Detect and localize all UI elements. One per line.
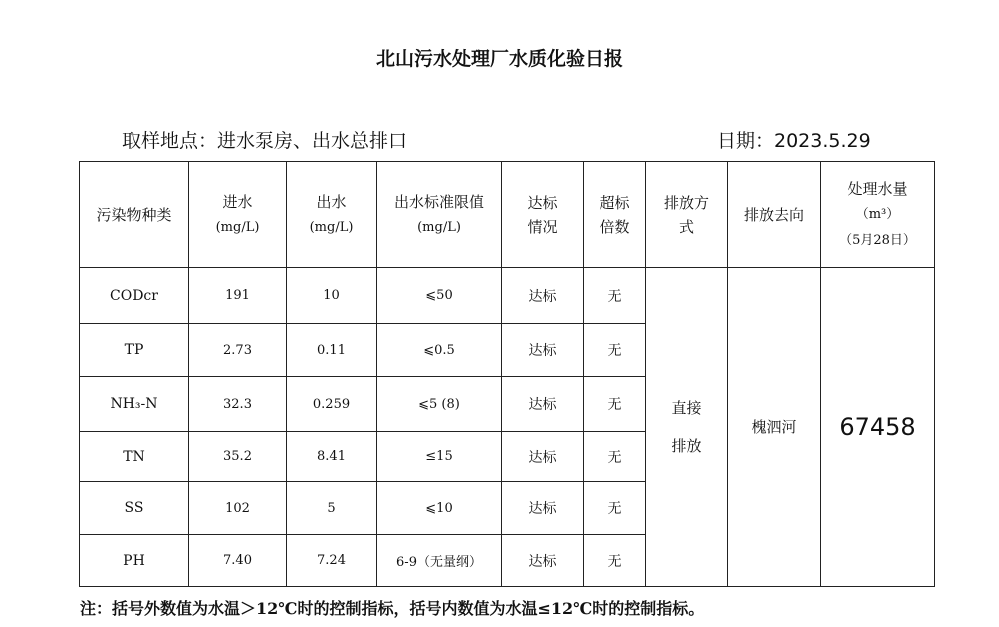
limit-cell: ⩽0.5: [377, 324, 502, 377]
discharge-destination-cell: 槐泗河: [728, 268, 821, 587]
header-pollutant: 污染物种类: [80, 162, 189, 268]
influent-cell: 7.40: [189, 535, 287, 587]
effluent-cell: 5: [287, 482, 377, 535]
status-cell: 达标: [502, 377, 584, 432]
influent-cell: 2.73: [189, 324, 287, 377]
status-cell: 达标: [502, 482, 584, 535]
treated-volume-cell: 67458: [821, 268, 935, 587]
footnote: 注：括号外数值为水温＞12℃时的控制指标，括号内数值为水温≤12℃时的控制指标。: [80, 599, 705, 618]
report-title: 北山污水处理厂水质化验日报: [375, 48, 623, 70]
exceed-cell: 无: [584, 535, 646, 587]
table-row: [80, 268, 935, 324]
exceed-cell: 无: [584, 268, 646, 324]
pollutant-cell: NH₃-N: [80, 377, 189, 432]
exceed-cell: 无: [584, 432, 646, 482]
pollutant-cell: TP: [80, 324, 189, 377]
influent-cell: 191: [189, 268, 287, 324]
header-method: 排放方 式: [646, 162, 728, 268]
pollutant-cell: CODcr: [80, 268, 189, 324]
header-influent: 进水 (mg/L): [189, 162, 287, 268]
status-cell: 达标: [502, 432, 584, 482]
discharge-method-cell: 直接 排放: [646, 268, 728, 587]
limit-cell: ⩽10: [377, 482, 502, 535]
limit-cell: 6-9（无量纲）: [377, 535, 502, 587]
effluent-cell: 7.24: [287, 535, 377, 587]
header-limit: 出水标准限值 (mg/L): [377, 162, 502, 268]
effluent-cell: 0.259: [287, 377, 377, 432]
pollutant-cell: SS: [80, 482, 189, 535]
influent-cell: 35.2: [189, 432, 287, 482]
effluent-cell: 8.41: [287, 432, 377, 482]
exceed-cell: 无: [584, 377, 646, 432]
header-compliance: 达标 情况: [502, 162, 584, 268]
header-exceed: 超标 倍数: [584, 162, 646, 268]
header-volume: 处理水量 （m³） （5月28日）: [821, 162, 935, 268]
limit-cell: ≤15: [377, 432, 502, 482]
header-effluent: 出水 (mg/L): [287, 162, 377, 268]
limit-cell: ⩽50: [377, 268, 502, 324]
influent-cell: 102: [189, 482, 287, 535]
influent-cell: 32.3: [189, 377, 287, 432]
sampling-site: 取样地点：进水泵房、出水总排口: [122, 130, 408, 152]
exceed-cell: 无: [584, 482, 646, 535]
report-date: 日期：2023.5.29: [717, 130, 871, 152]
header-destination: 排放去向: [728, 162, 821, 268]
water-quality-table: [79, 161, 935, 587]
status-cell: 达标: [502, 535, 584, 587]
exceed-cell: 无: [584, 324, 646, 377]
status-cell: 达标: [502, 324, 584, 377]
pollutant-cell: PH: [80, 535, 189, 587]
status-cell: 达标: [502, 268, 584, 324]
effluent-cell: 0.11: [287, 324, 377, 377]
header-row: [80, 162, 935, 268]
effluent-cell: 10: [287, 268, 377, 324]
limit-cell: ⩽5 (8): [377, 377, 502, 432]
pollutant-cell: TN: [80, 432, 189, 482]
